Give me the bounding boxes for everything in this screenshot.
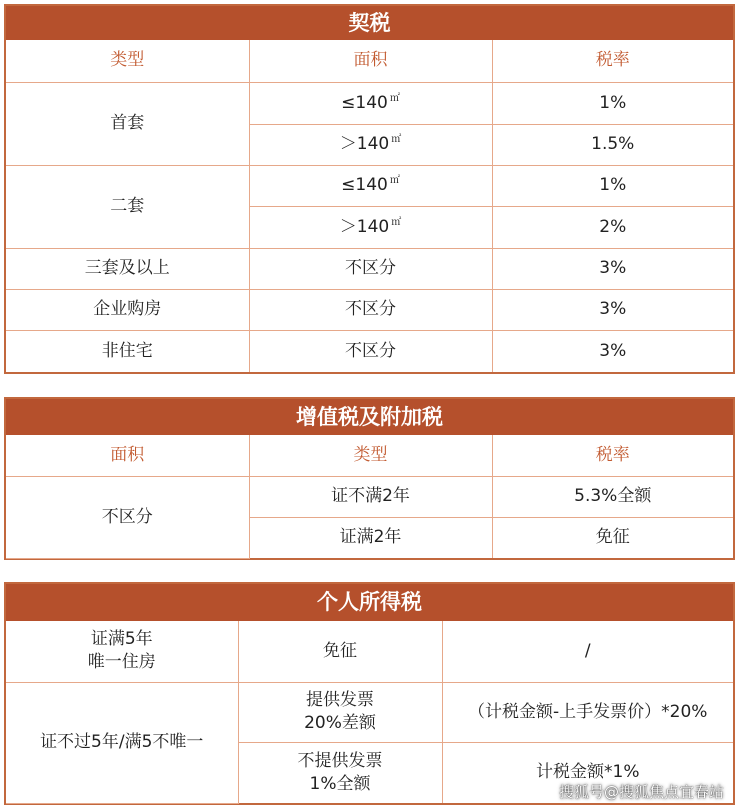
first-home-type: 首套 — [6, 82, 249, 165]
col-header-rate: 税率 — [492, 40, 733, 82]
type-cell: 证满2年 — [249, 517, 492, 558]
type-cell: 三套及以上 — [6, 248, 249, 289]
second-home-type: 二套 — [6, 165, 249, 248]
method-cell: 不提供发票 1%全额 — [238, 742, 442, 803]
formula-cell: （计税金额-上手发票价）*20% — [442, 682, 733, 742]
type-cell: 证不满2年 — [249, 476, 492, 517]
formula-cell: / — [442, 621, 733, 682]
area-cell: 不区分 — [249, 289, 492, 330]
method-cell: 提供发票 20%差额 — [238, 682, 442, 742]
table-row — [6, 289, 733, 330]
condition-cell: 证不过5年/满5不唯一 — [6, 682, 238, 803]
col-header-type: 类型 — [6, 40, 249, 82]
rate-cell: 1.5% — [492, 124, 733, 165]
table-row — [6, 82, 733, 124]
vat-table — [6, 435, 733, 559]
table-row — [6, 476, 733, 517]
rate-cell: 1% — [492, 82, 733, 124]
col-header-area: 面积 — [249, 40, 492, 82]
deed-tax-title: 契税 — [6, 6, 733, 40]
income-tax-section — [4, 582, 735, 805]
type-cell: 企业购房 — [6, 289, 249, 330]
table-row — [6, 330, 733, 372]
deed-tax-section — [4, 4, 735, 374]
method-cell: 免征 — [238, 621, 442, 682]
col-header-area: 面积 — [6, 435, 249, 476]
formula-cell: 计税金额*1% — [442, 742, 733, 803]
rate-cell: 免征 — [492, 517, 733, 558]
rate-cell: 3% — [492, 330, 733, 372]
area-cell: ≤140 ㎡ — [249, 82, 492, 124]
rate-cell: 3% — [492, 248, 733, 289]
vat-area-cell: 不区分 — [6, 476, 249, 558]
table-row — [6, 682, 733, 742]
col-header-rate: 税率 — [492, 435, 733, 476]
vat-title: 增值税及附加税 — [6, 399, 733, 435]
table-row — [6, 248, 733, 289]
condition-cell: 证满5年 唯一住房 — [6, 621, 238, 682]
income-tax-title: 个人所得税 — [6, 584, 733, 621]
watermark: 搜狐号@搜狐焦点宜春站 — [558, 783, 724, 801]
area-cell: 不区分 — [249, 248, 492, 289]
deed-tax-table — [6, 40, 733, 372]
table-row — [6, 165, 733, 206]
rate-cell: 5.3%全额 — [492, 476, 733, 517]
table-row — [6, 621, 733, 682]
type-cell: 非住宅 — [6, 330, 249, 372]
income-tax-table — [6, 621, 733, 804]
rate-cell: 1% — [492, 165, 733, 206]
rate-cell: 2% — [492, 206, 733, 248]
area-cell: 不区分 — [249, 330, 492, 372]
vat-section — [4, 397, 735, 560]
area-cell: ＞140 ㎡ — [249, 206, 492, 248]
col-header-type: 类型 — [249, 435, 492, 476]
area-cell: ＞140 ㎡ — [249, 124, 492, 165]
rate-cell: 3% — [492, 289, 733, 330]
area-cell: ≤140 ㎡ — [249, 165, 492, 206]
